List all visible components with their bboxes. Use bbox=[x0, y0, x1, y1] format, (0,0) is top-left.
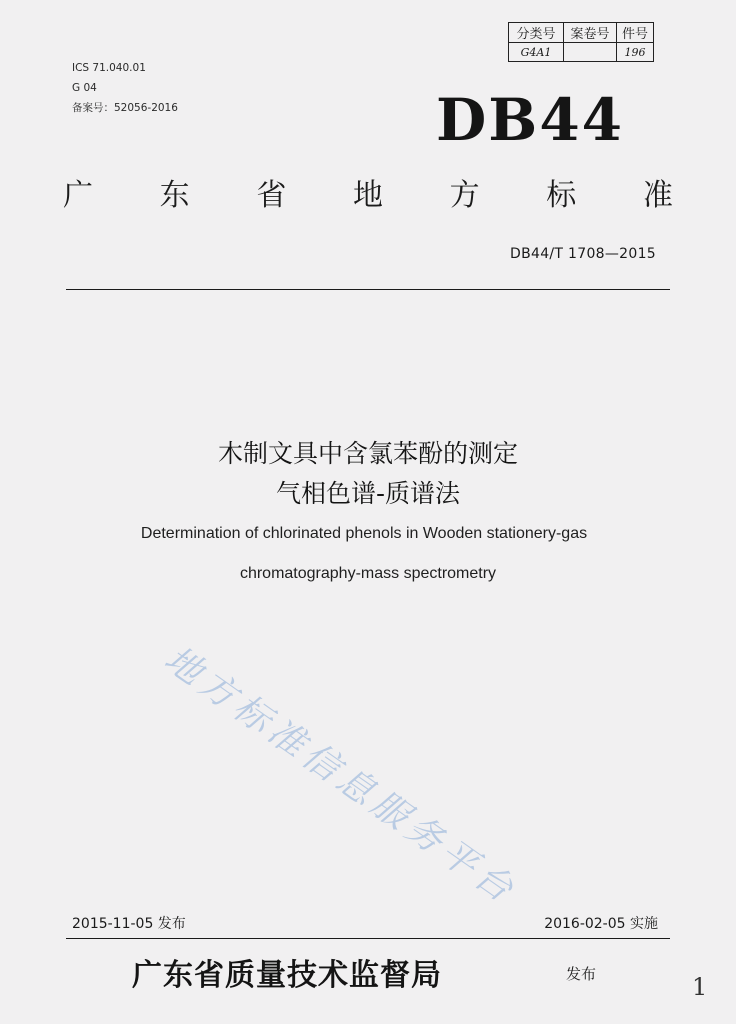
archive-stamp-box bbox=[508, 22, 654, 62]
stamp-value-category: G4A1 bbox=[509, 43, 564, 62]
stamp-header-category: 分类号 bbox=[509, 23, 564, 43]
chinese-title-line-2: 气相色谱-质谱法 bbox=[275, 479, 461, 508]
watermark-text: 地方标准信息服务平台 bbox=[156, 638, 525, 914]
ics-code: ICS 71.040.01 bbox=[72, 62, 146, 74]
title-char: 广 bbox=[63, 178, 93, 213]
province-standard-title bbox=[58, 170, 678, 214]
english-title-line-1: Determination of chlorinated phenols in Wooden stationery-gas bbox=[140, 525, 588, 542]
classification-meta bbox=[72, 58, 178, 118]
title-char: 省 bbox=[256, 178, 287, 213]
chinese-title-line-1: 木制文具中含氯苯酚的测定 bbox=[217, 439, 518, 468]
top-divider bbox=[66, 289, 670, 290]
stamp-value-item: 196 bbox=[617, 43, 654, 62]
title-char: 方 bbox=[449, 178, 480, 213]
title-char: 东 bbox=[159, 178, 190, 213]
standard-code: DB44/T 1708—2015 bbox=[510, 246, 656, 262]
implementation-date: 2016-02-05 实施 bbox=[544, 916, 658, 932]
stamp-header-item: 件号 bbox=[617, 23, 654, 43]
stamp-header-file: 案卷号 bbox=[564, 23, 617, 43]
db44-logo: DB44 bbox=[436, 86, 625, 154]
filing-number: 备案号：52056-2016 bbox=[72, 102, 178, 114]
issuing-authority: 广东省质量技术监督局 bbox=[132, 958, 442, 993]
issue-date: 2015-11-05 发布 bbox=[72, 916, 186, 932]
title-char: 标 bbox=[546, 178, 577, 213]
english-title-line-2: chromatography-mass spectrometry bbox=[239, 565, 497, 582]
title-char: 地 bbox=[352, 178, 383, 213]
bottom-divider bbox=[66, 938, 670, 939]
page-number: 1 bbox=[692, 973, 708, 1001]
issue-label: 发布 bbox=[566, 965, 597, 983]
stamp-value-file bbox=[564, 43, 617, 62]
ccs-code: G 04 bbox=[72, 82, 97, 94]
title-char: 准 bbox=[642, 178, 673, 213]
